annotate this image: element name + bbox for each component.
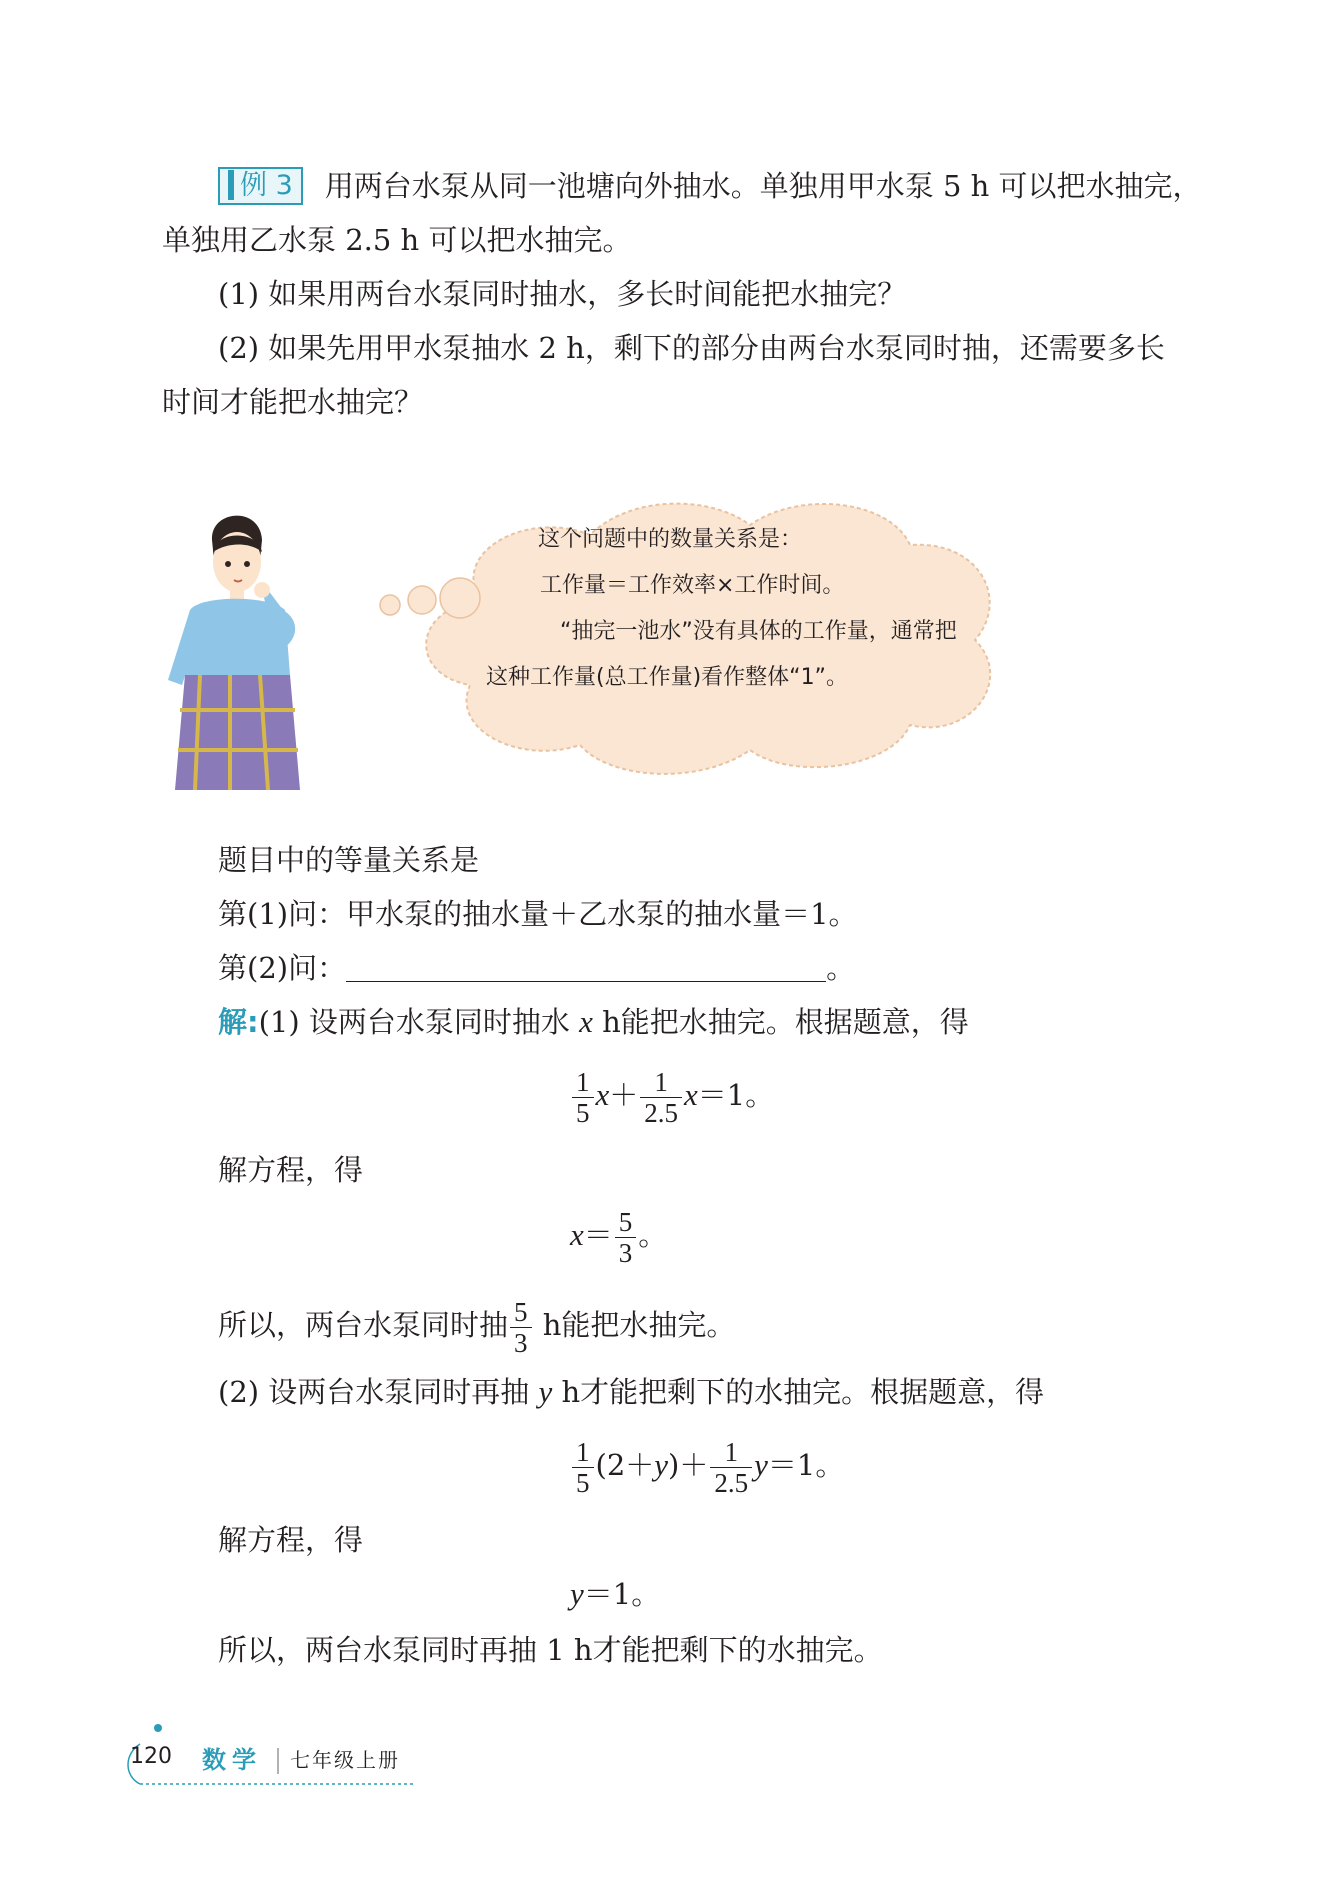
result2-rhs: ＝1。 bbox=[583, 1577, 661, 1611]
book-title: 七年级上册 bbox=[290, 1748, 400, 1772]
fraction-denominator: 5 bbox=[572, 1097, 594, 1128]
var-y: y bbox=[654, 1447, 669, 1482]
fraction-numerator: 1 bbox=[576, 1436, 590, 1467]
fraction-denominator: 2.5 bbox=[640, 1097, 682, 1128]
bubble-line-2: 工作量＝工作效率×工作时间。 bbox=[540, 573, 845, 598]
relation-q2-end: 。 bbox=[826, 951, 856, 985]
fraction-denominator: 5 bbox=[572, 1467, 594, 1498]
paren-close: )＋ bbox=[668, 1448, 709, 1482]
solve-label-2: 解方程，得 bbox=[218, 1523, 364, 1557]
fraction bbox=[710, 1437, 752, 1498]
fraction-numerator: 1 bbox=[724, 1436, 738, 1467]
fraction-denominator: 3 bbox=[510, 1327, 532, 1358]
solution-part1 bbox=[218, 1002, 969, 1042]
part1-pre: (1) 设两台水泵同时抽水 bbox=[258, 1005, 580, 1039]
tag-bar bbox=[228, 170, 234, 200]
bubble-line-4: 这种工作量(总工作量)看作整体“1”。 bbox=[486, 665, 848, 690]
fraction-denominator: 2.5 bbox=[710, 1467, 752, 1498]
example-tag bbox=[218, 167, 303, 205]
var-x: x bbox=[579, 1004, 593, 1039]
page-number: 120 bbox=[130, 1744, 172, 1769]
result-2 bbox=[570, 1574, 660, 1614]
var-y: y bbox=[570, 1576, 584, 1611]
example-tag-label: 例 3 bbox=[240, 170, 293, 201]
conclusion-1 bbox=[218, 1290, 735, 1360]
relation-q2 bbox=[218, 948, 855, 988]
fraction-numerator: 5 bbox=[618, 1206, 633, 1237]
solve-label-1: 解方程，得 bbox=[218, 1153, 364, 1187]
problem-text-2: 单独用乙水泵 2.5 h 可以把水抽完。 bbox=[162, 223, 632, 257]
result-1 bbox=[570, 1200, 667, 1270]
result-end: 。 bbox=[638, 1218, 668, 1252]
conclusion1-post: h能把水抽完。 bbox=[533, 1308, 736, 1342]
plus-sign: ＋ bbox=[609, 1078, 639, 1112]
var-x: x bbox=[684, 1077, 698, 1112]
solution-label: 解: bbox=[218, 1005, 259, 1039]
fraction bbox=[640, 1067, 682, 1128]
equals-sign: ＝ bbox=[583, 1218, 613, 1252]
question-2-line-1: (2) 如果先用甲水泵抽水 2 h，剩下的部分由两台水泵同时抽，还需要多长 bbox=[218, 331, 1165, 365]
fraction-numerator: 1 bbox=[576, 1066, 590, 1097]
fraction bbox=[510, 1297, 532, 1358]
fraction-numerator: 5 bbox=[514, 1296, 528, 1327]
part2-post: h才能把剩下的水抽完。根据题意，得 bbox=[552, 1375, 1045, 1409]
relation-q2-label: 第(2)问： bbox=[218, 951, 347, 985]
var-y: y bbox=[538, 1374, 553, 1409]
fraction-denominator: 3 bbox=[615, 1237, 637, 1268]
example-line-1 bbox=[218, 166, 1202, 206]
relations-heading: 题目中的等量关系是 bbox=[218, 843, 480, 877]
equation-rhs: ＝1。 bbox=[697, 1078, 775, 1112]
equation-1 bbox=[570, 1060, 774, 1130]
fraction bbox=[572, 1437, 594, 1498]
answer-blank[interactable] bbox=[346, 953, 826, 982]
bubble-line-1: 这个问题中的数量关系是： bbox=[538, 527, 803, 552]
bubble-line-3: “抽完一池水”没有具体的工作量，通常把 bbox=[560, 619, 957, 644]
girl-figure bbox=[168, 516, 300, 790]
var-x: x bbox=[570, 1217, 584, 1252]
var-x: x bbox=[595, 1077, 610, 1112]
relation-q1: 第(1)问：甲水泵的抽水量＋乙水泵的抽水量＝1。 bbox=[218, 897, 858, 931]
question-1: (1) 如果用两台水泵同时抽水，多长时间能把水抽完？ bbox=[218, 277, 907, 311]
fraction bbox=[572, 1067, 594, 1128]
fraction bbox=[615, 1207, 637, 1268]
question-2-line-2: 时间才能把水抽完？ bbox=[162, 385, 424, 419]
solution-part2 bbox=[218, 1372, 1044, 1412]
var-y: y bbox=[754, 1447, 768, 1482]
fraction-numerator: 1 bbox=[654, 1066, 668, 1097]
part2-pre: (2) 设两台水泵同时再抽 bbox=[218, 1375, 539, 1409]
part1-post: h能把水抽完。根据题意，得 bbox=[592, 1005, 969, 1039]
equation-rhs: ＝1。 bbox=[767, 1448, 845, 1482]
subject-title: 数学 bbox=[202, 1746, 262, 1774]
paren-open: (2＋ bbox=[595, 1448, 655, 1482]
equation-2 bbox=[570, 1430, 844, 1500]
conclusion1-pre: 所以，两台水泵同时抽 bbox=[218, 1308, 509, 1342]
conclusion-2: 所以，两台水泵同时再抽 1 h才能把剩下的水抽完。 bbox=[218, 1633, 883, 1667]
problem-text-1: 用两台水泵从同一池塘向外抽水。单独用甲水泵 5 h 可以把水抽完， bbox=[324, 169, 1202, 203]
